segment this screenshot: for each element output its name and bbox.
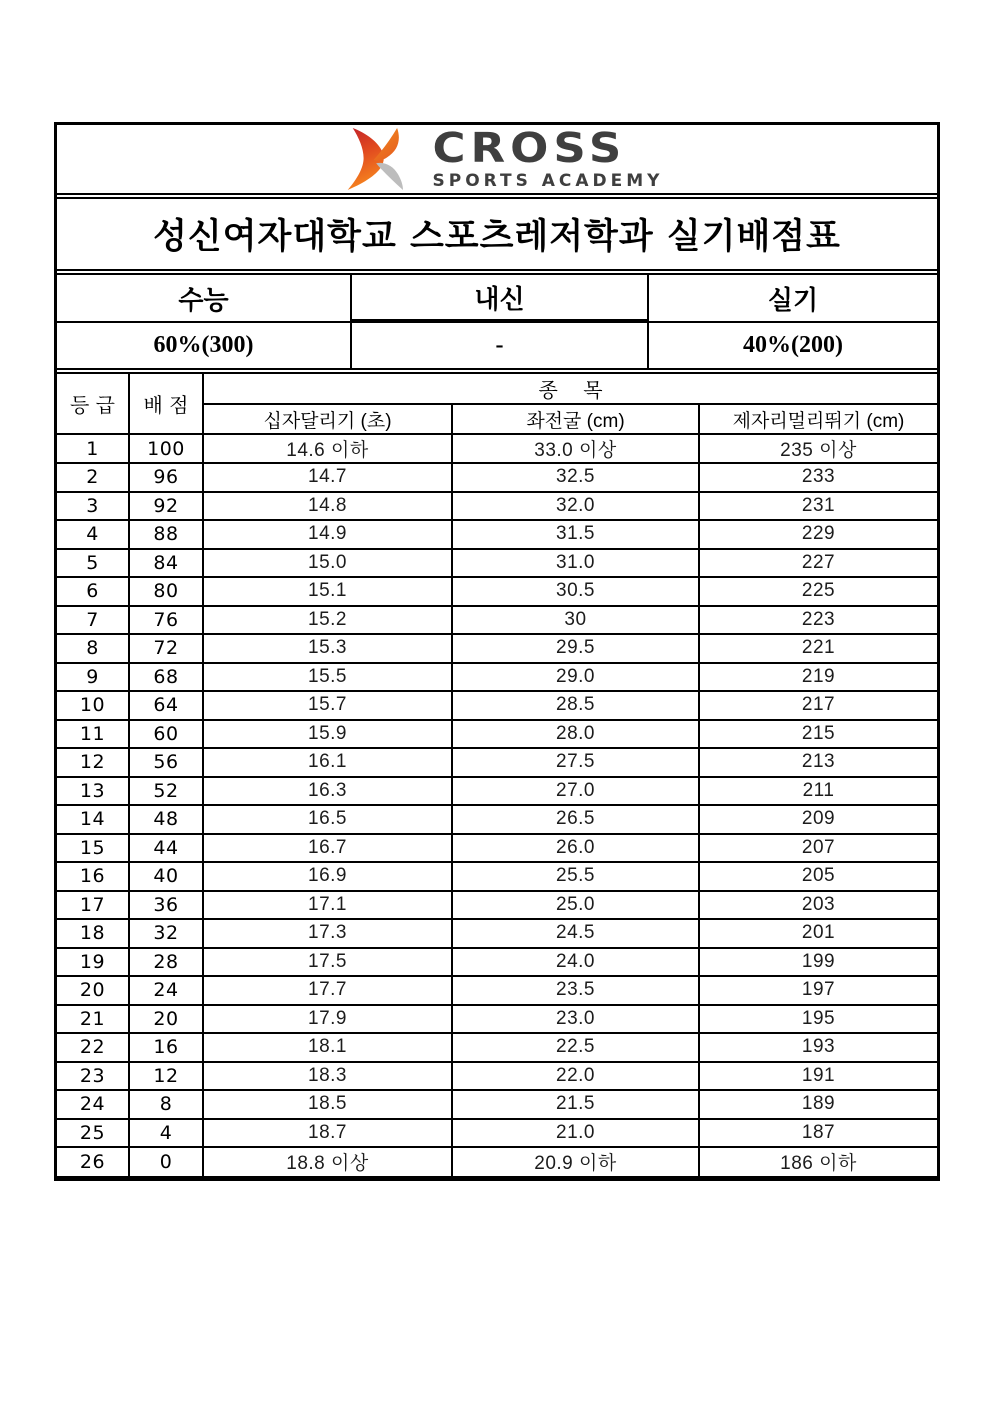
long-jump-cell: 229 [699, 520, 937, 549]
grade-cell: 20 [57, 976, 129, 1005]
grade-cell: 14 [57, 805, 129, 834]
grade-cell: 8 [57, 634, 129, 663]
table-row [57, 720, 937, 749]
table-row [57, 577, 937, 606]
grade-cell: 11 [57, 720, 129, 749]
sit-and-reach-cell: 31.5 [452, 520, 699, 549]
points-cell: 84 [129, 549, 203, 578]
grade-cell: 7 [57, 606, 129, 635]
table-row [57, 520, 937, 549]
cross-run-cell: 14.7 [203, 463, 452, 492]
grade-cell: 22 [57, 1033, 129, 1062]
event-header-cross-run: 십자달리기 (초) [203, 404, 452, 434]
cross-run-cell: 18.5 [203, 1090, 452, 1119]
table-row [57, 463, 937, 492]
points-cell: 68 [129, 663, 203, 692]
long-jump-cell: 217 [699, 691, 937, 720]
sit-and-reach-cell: 30 [452, 606, 699, 635]
ratio-value-silgi: 40%(200) [743, 332, 843, 358]
score-table [57, 374, 937, 1176]
ratio-value-row [57, 323, 937, 368]
sit-and-reach-cell: 23.0 [452, 1005, 699, 1034]
sit-and-reach-cell: 25.5 [452, 862, 699, 891]
points-cell: 0 [129, 1147, 203, 1176]
table-row [57, 1119, 937, 1148]
grade-cell: 3 [57, 492, 129, 521]
sit-and-reach-cell: 33.0 이상 [452, 434, 699, 463]
grade-cell: 13 [57, 777, 129, 806]
event-header-standing-long-jump: 제자리멀리뛰기 (cm) [699, 404, 937, 434]
grade-cell: 4 [57, 520, 129, 549]
long-jump-cell: 231 [699, 492, 937, 521]
cross-run-cell: 15.0 [203, 549, 452, 578]
brand-subtitle: SPORTS ACADEMY [432, 170, 664, 191]
event-header-sit-and-reach: 좌전굴 (cm) [452, 404, 699, 434]
sit-and-reach-cell: 24.5 [452, 919, 699, 948]
grade-cell: 1 [57, 434, 129, 463]
table-row [57, 834, 937, 863]
table-row [57, 976, 937, 1005]
points-cell: 60 [129, 720, 203, 749]
cross-academy-logo [331, 122, 664, 191]
page-title: 성신여자대학교 스포츠레저학과 실기배점표 [153, 217, 841, 257]
points-cell: 100 [129, 434, 203, 463]
grade-cell: 2 [57, 463, 129, 492]
table-row [57, 1090, 937, 1119]
long-jump-cell: 233 [699, 463, 937, 492]
grade-cell: 26 [57, 1147, 129, 1176]
cross-run-cell: 18.8 이상 [203, 1147, 452, 1176]
cross-run-cell: 17.5 [203, 948, 452, 977]
brand-name: CROSS [432, 122, 627, 172]
table-row [57, 891, 937, 920]
score-table-head [57, 374, 937, 434]
logo-text [432, 122, 664, 191]
table-row [57, 434, 937, 463]
sit-and-reach-cell: 26.0 [452, 834, 699, 863]
cross-run-cell: 17.7 [203, 976, 452, 1005]
cross-run-cell: 17.3 [203, 919, 452, 948]
cross-run-cell: 18.1 [203, 1033, 452, 1062]
table-row [57, 691, 937, 720]
grade-cell: 19 [57, 948, 129, 977]
points-cell: 48 [129, 805, 203, 834]
long-jump-cell: 213 [699, 748, 937, 777]
long-jump-cell: 227 [699, 549, 937, 578]
long-jump-cell: 187 [699, 1119, 937, 1148]
long-jump-cell: 186 이하 [699, 1147, 937, 1176]
grade-cell: 16 [57, 862, 129, 891]
cross-run-cell: 16.3 [203, 777, 452, 806]
grade-cell: 6 [57, 577, 129, 606]
cross-run-cell: 17.1 [203, 891, 452, 920]
sit-and-reach-cell: 23.5 [452, 976, 699, 1005]
title-row [57, 199, 937, 275]
cross-run-cell: 16.7 [203, 834, 452, 863]
table-row [57, 748, 937, 777]
long-jump-cell: 235 이상 [699, 434, 937, 463]
points-cell: 64 [129, 691, 203, 720]
score-table-body [57, 434, 937, 1176]
cross-run-cell: 16.1 [203, 748, 452, 777]
cross-run-cell: 15.9 [203, 720, 452, 749]
sit-and-reach-cell: 32.5 [452, 463, 699, 492]
logo-header [57, 122, 937, 199]
points-cell: 72 [129, 634, 203, 663]
table-row [57, 862, 937, 891]
long-jump-cell: 215 [699, 720, 937, 749]
points-cell: 80 [129, 577, 203, 606]
sit-and-reach-cell: 32.0 [452, 492, 699, 521]
ratio-header-naesin: 내신 [350, 275, 649, 321]
points-column-header: 배 점 [129, 374, 203, 434]
points-cell: 4 [129, 1119, 203, 1148]
sit-and-reach-cell: 25.0 [452, 891, 699, 920]
points-cell: 16 [129, 1033, 203, 1062]
table-row [57, 663, 937, 692]
cross-run-cell: 18.7 [203, 1119, 452, 1148]
points-cell: 52 [129, 777, 203, 806]
long-jump-cell: 197 [699, 976, 937, 1005]
sit-and-reach-cell: 31.0 [452, 549, 699, 578]
cross-run-cell: 15.2 [203, 606, 452, 635]
points-cell: 56 [129, 748, 203, 777]
table-row [57, 919, 937, 948]
long-jump-cell: 223 [699, 606, 937, 635]
sit-and-reach-cell: 22.0 [452, 1062, 699, 1091]
long-jump-cell: 195 [699, 1005, 937, 1034]
points-cell: 32 [129, 919, 203, 948]
sit-and-reach-cell: 27.5 [452, 748, 699, 777]
long-jump-cell: 201 [699, 919, 937, 948]
grade-cell: 21 [57, 1005, 129, 1034]
long-jump-cell: 221 [699, 634, 937, 663]
points-cell: 24 [129, 976, 203, 1005]
cross-run-cell: 16.5 [203, 805, 452, 834]
table-row [57, 1005, 937, 1034]
grade-column-header: 등 급 [57, 374, 129, 434]
points-cell: 76 [129, 606, 203, 635]
sit-and-reach-cell: 29.5 [452, 634, 699, 663]
cross-run-cell: 14.8 [203, 492, 452, 521]
points-cell: 44 [129, 834, 203, 863]
long-jump-cell: 225 [699, 577, 937, 606]
table-row [57, 606, 937, 635]
grade-cell: 10 [57, 691, 129, 720]
cross-run-cell: 14.6 이하 [203, 434, 452, 463]
table-row [57, 1033, 937, 1062]
sit-and-reach-cell: 28.0 [452, 720, 699, 749]
grade-cell: 12 [57, 748, 129, 777]
table-row [57, 634, 937, 663]
sit-and-reach-cell: 26.5 [452, 805, 699, 834]
points-cell: 88 [129, 520, 203, 549]
grade-cell: 17 [57, 891, 129, 920]
sit-and-reach-cell: 27.0 [452, 777, 699, 806]
ratio-value-naesin: - [350, 323, 649, 368]
long-jump-cell: 205 [699, 862, 937, 891]
events-group-header: 종 목 [203, 374, 937, 404]
table-row [57, 549, 937, 578]
table-row [57, 1147, 937, 1176]
grade-cell: 5 [57, 549, 129, 578]
table-row [57, 492, 937, 521]
points-cell: 12 [129, 1062, 203, 1091]
long-jump-cell: 209 [699, 805, 937, 834]
score-ratio-section [57, 275, 937, 374]
grade-cell: 25 [57, 1119, 129, 1148]
table-row [57, 777, 937, 806]
points-cell: 28 [129, 948, 203, 977]
points-cell: 20 [129, 1005, 203, 1034]
points-cell: 36 [129, 891, 203, 920]
sit-and-reach-cell: 22.5 [452, 1033, 699, 1062]
sit-and-reach-cell: 30.5 [452, 577, 699, 606]
table-row [57, 805, 937, 834]
ratio-header-silgi: 실기 [767, 285, 819, 316]
long-jump-cell: 203 [699, 891, 937, 920]
points-cell: 40 [129, 862, 203, 891]
sit-and-reach-cell: 29.0 [452, 663, 699, 692]
long-jump-cell: 193 [699, 1033, 937, 1062]
sit-and-reach-cell: 21.0 [452, 1119, 699, 1148]
long-jump-cell: 191 [699, 1062, 937, 1091]
long-jump-cell: 211 [699, 777, 937, 806]
table-row [57, 948, 937, 977]
points-cell: 96 [129, 463, 203, 492]
sit-and-reach-cell: 24.0 [452, 948, 699, 977]
cross-x-swoosh-icon [331, 128, 423, 190]
scoring-sheet [54, 122, 940, 1181]
long-jump-cell: 189 [699, 1090, 937, 1119]
grade-cell: 23 [57, 1062, 129, 1091]
sit-and-reach-cell: 28.5 [452, 691, 699, 720]
long-jump-cell: 207 [699, 834, 937, 863]
sit-and-reach-cell: 20.9 이하 [452, 1147, 699, 1176]
long-jump-cell: 199 [699, 948, 937, 977]
grade-cell: 9 [57, 663, 129, 692]
cross-run-cell: 18.3 [203, 1062, 452, 1091]
cross-run-cell: 16.9 [203, 862, 452, 891]
cross-run-cell: 15.1 [203, 577, 452, 606]
points-cell: 8 [129, 1090, 203, 1119]
grade-cell: 24 [57, 1090, 129, 1119]
cross-run-cell: 17.9 [203, 1005, 452, 1034]
cross-run-cell: 15.5 [203, 663, 452, 692]
ratio-header-row [57, 275, 937, 323]
ratio-header-suneung: 수능 [178, 285, 229, 316]
cross-run-cell: 15.3 [203, 634, 452, 663]
ratio-value-suneung: 60%(300) [153, 332, 254, 358]
points-cell: 92 [129, 492, 203, 521]
cross-run-cell: 15.7 [203, 691, 452, 720]
group-header-row [57, 374, 937, 404]
grade-cell: 15 [57, 834, 129, 863]
cross-run-cell: 14.9 [203, 520, 452, 549]
grade-cell: 18 [57, 919, 129, 948]
sit-and-reach-cell: 21.5 [452, 1090, 699, 1119]
long-jump-cell: 219 [699, 663, 937, 692]
table-row [57, 1062, 937, 1091]
